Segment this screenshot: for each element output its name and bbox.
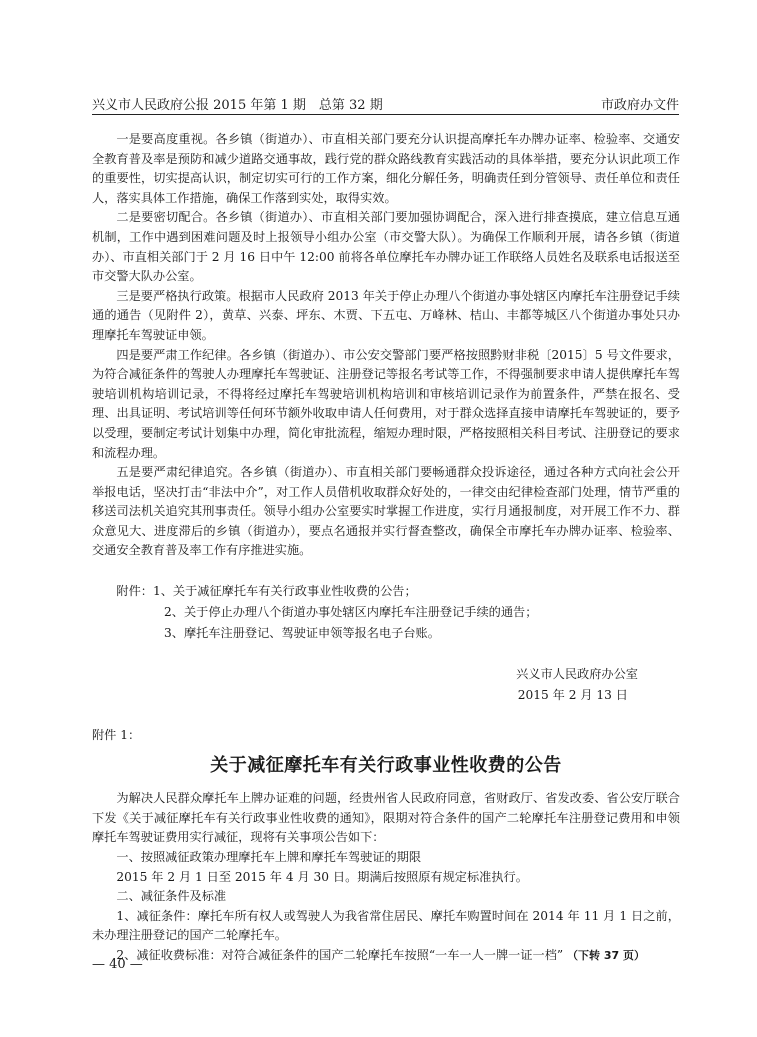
- continued-note: （下转 37 页）: [567, 949, 646, 962]
- section-2-heading: 二、减征条件及标准: [116, 889, 227, 904]
- section-1-body: 2015 年 2 月 1 日至 2015 年 4 月 30 日。期满后按照原有规定标准执行。: [116, 869, 528, 884]
- section-2-item-1: 1、减征条件：摩托车所有权人或驾驶人为我省常住居民、摩托车购置时间在 2014 年 11 月 1 日之前，未办理注册登记的国产二轮摩托车。: [92, 908, 680, 943]
- attachment-item-2: 2、关于停止办理八个街道办事处辖区内摩托车注册登记手续的通告；: [164, 605, 538, 620]
- document-body: [92, 130, 680, 966]
- signature-date: 2015 年 2 月 13 日: [517, 688, 628, 703]
- attachment-list: [92, 581, 680, 644]
- running-header: [92, 92, 679, 115]
- page-number: — 40 —: [92, 957, 143, 972]
- header-publication: 兴义市人民政府公报 2015 年第 1 期 总第 32 期: [92, 98, 383, 113]
- header-section: 市政府办文件: [600, 98, 679, 113]
- paragraph-4: 四是要严肃工作纪律。各乡镇（街道办）、市公安交警部门要严格按照黔财非税〔2015〕5 号文件要求，为符合减征条件的驾驶人办理摩托车驾驶证、注册登记等报名考试等工作，不得强制要求申请人提供摩托车驾驶培训机构培训记录，不得将经过摩托车驾驶培训机构培训和审核培训记录作为前置条件，严禁在报名、受理、出具证明、考试培训等任何环节额外收取申请人任何费用，对于群众选择直接申请摩托车驾驶证的，要予以受理，要制定考试计划集中办理，简化审批流程，缩短办理时限，严格按照相关科目考试、注册登记的要求和流程办理。: [92, 347, 680, 460]
- attachment-item-3: 3、摩托车注册登记、驾驶证申领等报名电子台账。: [164, 626, 440, 641]
- signature-org: 兴义市人民政府办公室: [516, 667, 638, 682]
- paragraph-5: 五是要严肃纪律追究。各乡镇（街道办）、市直相关部门要畅通群众投诉途径，通过各种方式向社会公开举报电话，坚决打击“非法中介”，对工作人员借机收取群众好处的，一律交由纪律检查部门处理，情节严重的移送司法机关追究其刑事责任。领导小组办公室要实时掌握工作进度，实行月通报制度，对开展工作不力、群众意见大、进度滞后的乡镇（街道办），要点名通报并实行督查整改，确保全市摩托车办牌办证率、检验率、交通安全教育普及率工作有序推进实施。: [92, 465, 680, 558]
- notice-intro: 为解决人民群众摩托车上牌办证难的问题，经贵州省人民政府同意，省财政厅、省发改委、省公安厅联合下发《关于减征摩托车有关行政事业性收费的通知》，限期对符合条件的国产二轮摩托车注册登记费用和申领摩托车驾驶证费用实行减征，现将有关事项公告如下：: [92, 791, 680, 845]
- notice-title: 关于减征摩托车有关行政事业性收费的公告: [210, 754, 562, 776]
- signature-block: [92, 664, 680, 706]
- attachment-item-1: 附件：1、关于减征摩托车有关行政事业性收费的公告；: [116, 584, 417, 599]
- paragraph-1: 一是要高度重视。各乡镇（街道办）、市直相关部门要充分认识提高摩托车办牌办证率、检验率、交通安全教育普及率是预防和减少道路交通事故，践行党的群众路线教育实践活动的具体举措，要充分认识此项工作的重要性，切实提高认识，制定切实可行的工作方案，细化分解任务，明确责任到分管领导、责任单位和责任人，落实具体工作措施，确保工作落到实处，取得实效。: [92, 132, 680, 205]
- section-2-item-2-text: 2、减征收费标准：对符合减征条件的国产二轮摩托车按照“一车一人一牌一证一档”: [116, 948, 564, 962]
- paragraph-3: 三是要严格执行政策。根据市人民政府 2013 年关于停止办理八个街道办事处辖区内摩托车注册登记手续通的通告（见附件 2），黄草、兴泰、坪东、木贾、下五屯、万峰林、桔山、丰都等城区八个街道办事处只办理摩托车驾驶证申领。: [92, 288, 680, 342]
- appendix-label: 附件 1：: [92, 728, 141, 743]
- paragraph-2: 二是要密切配合。各乡镇（街道办）、市直相关部门要加强协调配合，深入进行排查摸底，建立信息互通机制，工作中遇到困难问题及时上报领导小组办公室（市交警大队）。为确保工作顺利开展，请各乡镇（街道办）、市直相关部门于 2 月 16 日中午 12:00 前将各单位摩托车办牌办证工作联络人员姓名及联系电话报送至市交警大队办公室。: [92, 210, 680, 284]
- section-2-item-2: [92, 946, 680, 966]
- section-1-heading: 一、按照减征政策办理摩托车上牌和摩托车驾驶证的期限: [116, 850, 422, 865]
